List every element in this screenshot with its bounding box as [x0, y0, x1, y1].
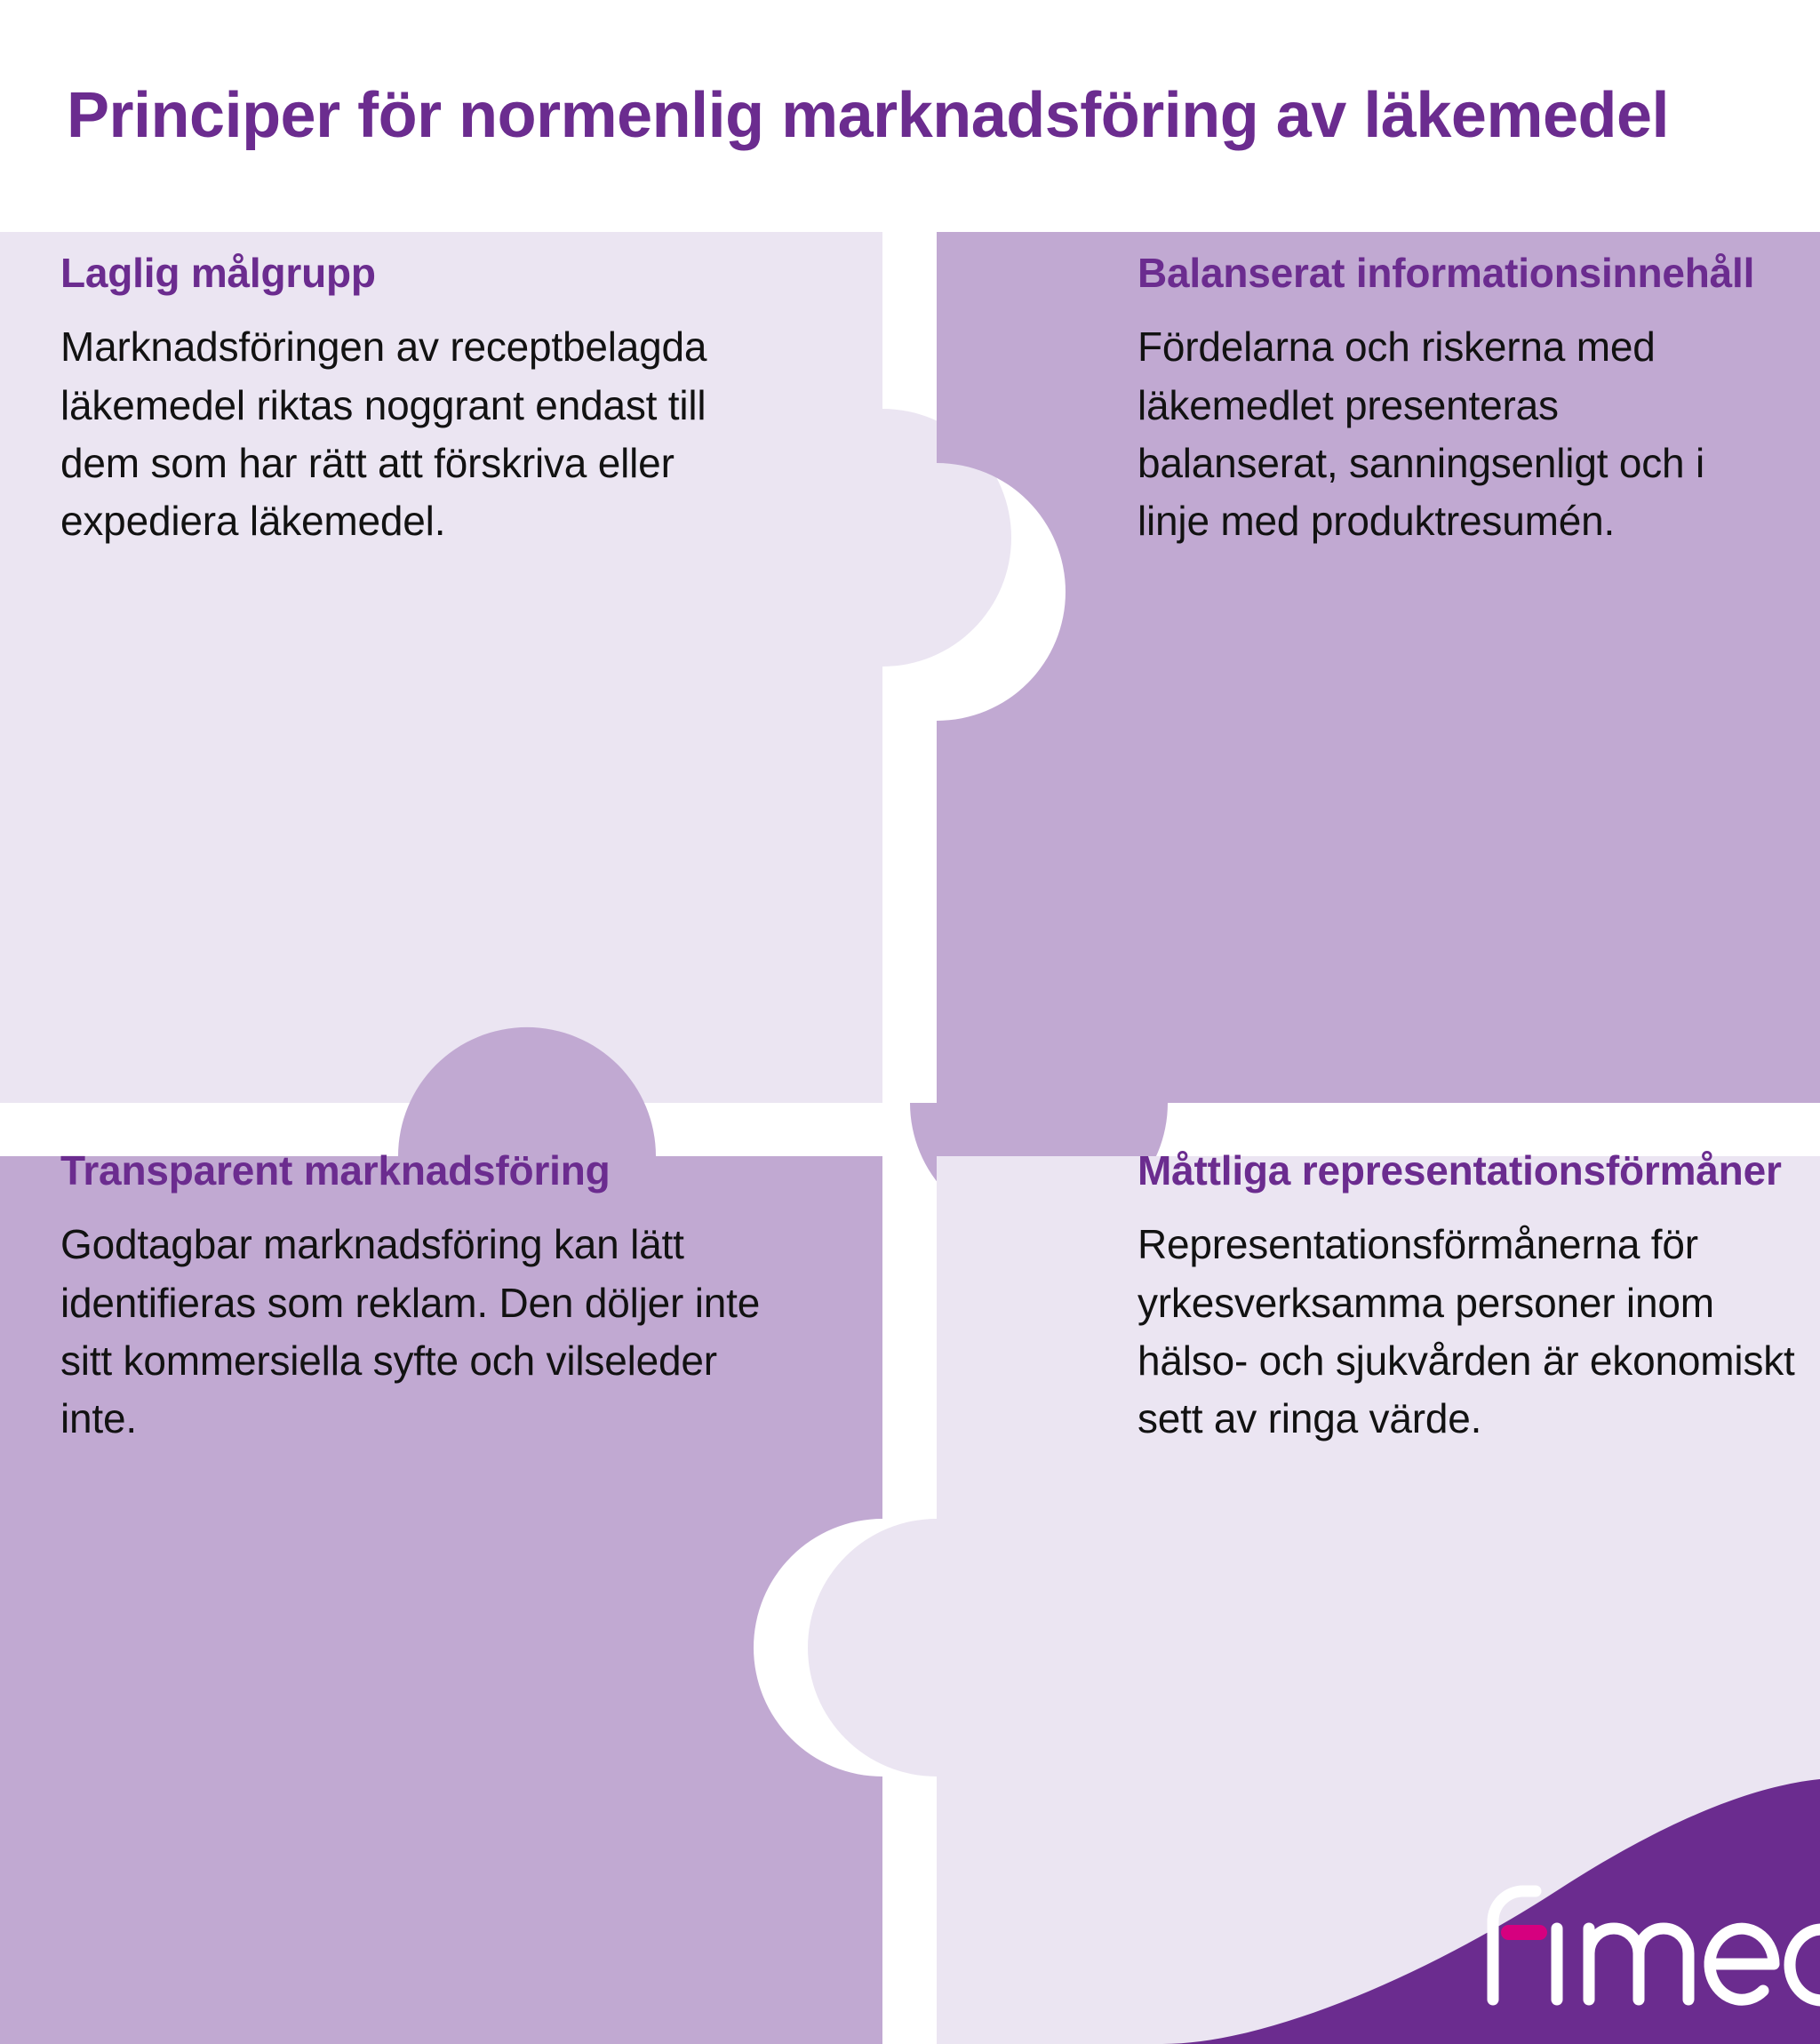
- title-bar: [0, 0, 1820, 233]
- panel-heading-mattliga-representationsformaner: Måttliga representationsförmåner: [1138, 1147, 1782, 1194]
- page-title: Principer för normenlig marknadsföring av läkemedel: [67, 80, 1670, 152]
- panel-body-mattliga-representationsformaner: Representationsförmånerna för yrkesverksamma personer inom hälso- och sjukvården är ekonomiskt sett av ringa värde.: [1138, 1221, 1795, 1442]
- panel-body-laglig-malgrupp: Marknadsföringen av receptbelagda läkemedel riktas noggrant endast till dem som har rätt att förskriva eller expediera läkemedel.: [60, 323, 707, 545]
- panel-bottom-left-text: [60, 1146, 762, 1449]
- panel-heading-balanserat-informationsinnehall: Balanserat informationsinnehåll: [1138, 250, 1755, 296]
- panel-heading-transparent-marknadsforing: Transparent marknadsföring: [60, 1147, 611, 1194]
- panel-top-right-text: [1138, 249, 1760, 551]
- panel-body-balanserat-informationsinnehall: Fördelarna och riskerna med läkemedlet presenteras balanserat, sanningsenligt och i linje med produktresumén.: [1138, 323, 1705, 545]
- panel-top-left-text: [60, 249, 771, 551]
- panel-heading-laglig-malgrupp: Laglig målgrupp: [60, 250, 376, 296]
- panel-body-transparent-marknadsforing: Godtagbar marknadsföring kan lätt identifieras som reklam. Den döljer inte sitt kommersiella syfte och vilseleder inte.: [60, 1221, 761, 1442]
- panel-bottom-right-text: [1138, 1146, 1795, 1449]
